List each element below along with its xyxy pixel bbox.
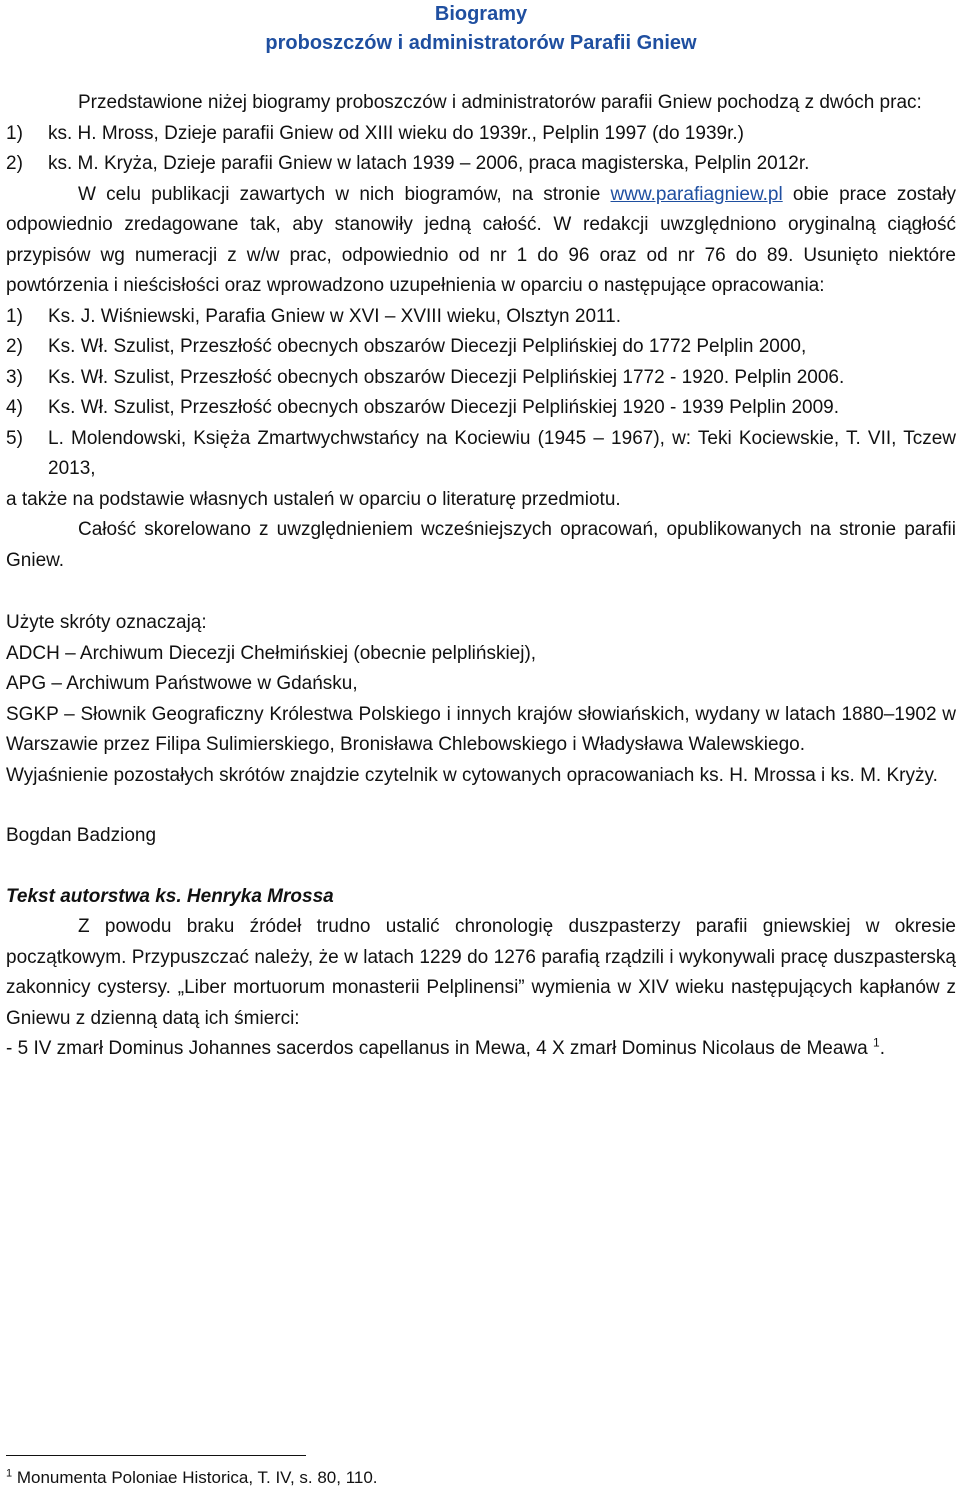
- footnote: [6, 1466, 378, 1490]
- editorial-text-after: obie prace zostały odpowiednio zredagowane tak, aby stanowiły jedną całość. W redakcji uwzględniono oryginalną ciągłość przypisów wg numeracji z w/w prac, odpowiednio od nr 1 do 96 oraz od nr 76 do 89. Usunięto niektóre powtórzenia i nieścisłości oraz wprowadzono uzupełnienia w oparciu o następujące opracowania:: [6, 183, 956, 296]
- references-list: [6, 302, 956, 485]
- list-number: 3): [6, 366, 23, 388]
- editorial-paragraph: [6, 180, 956, 302]
- section-heading: Tekst autorstwa ks. Henryka Mrossa: [6, 885, 334, 907]
- list-number: 2): [6, 336, 23, 357]
- list-text: ks. H. Mross, Dzieje parafii Gniew od XIII wieku do 1939r., Pelplin 1997 (do 1939r.): [48, 122, 744, 144]
- list-item: [6, 302, 956, 333]
- editorial-text-before: W celu publikacji zawartych w nich biogramów, na stronie: [78, 183, 611, 205]
- list-item: [6, 424, 956, 485]
- list-text: Ks. Wł. Szulist, Przeszłość obecnych obszarów Diecezji Pelplińskiej 1920 - 1939 Pelplin 2009.: [48, 397, 839, 418]
- deaths-text: - 5 IV zmarł Dominus Johannes sacerdos capellanus in Mewa, 4 X zmarł Dominus Nicolaus de Meawa: [6, 1038, 868, 1059]
- abbreviations-heading: Użyte skróty oznaczają:: [6, 612, 207, 633]
- list-text: Ks. J. Wiśniewski, Parafia Gniew w XVI – XVIII wieku, Olsztyn 2011.: [48, 305, 622, 327]
- website-link[interactable]: www.parafiagniew.pl: [610, 183, 783, 205]
- intro-paragraph: Przedstawione niżej biogramy proboszczów i administratorów parafii Gniew pochodzą z dwóch prac:: [78, 92, 922, 113]
- list-item: [6, 332, 956, 363]
- abbreviations-note: Wyjaśnienie pozostałych skrótów znajdzie czytelnik w cytowanych opracowaniach ks. H. Mrossa i ks. M. Kryży.: [6, 764, 938, 786]
- footnote-reference[interactable]: 1: [873, 1035, 880, 1050]
- sources-list: [6, 119, 956, 180]
- list-text: Ks. Wł. Szulist, Przeszłość obecnych obszarów Diecezji Pelplińskiej do 1772 Pelplin 2000,: [48, 336, 807, 357]
- footnote-number: 1: [6, 1467, 13, 1480]
- abbreviation-item: ADCH – Archiwum Diecezji Chełmińskiej (obecnie pelplińskiej),: [6, 642, 537, 664]
- page-subtitle: proboszczów i administratorów Parafii Gniew: [265, 32, 697, 54]
- list-number: 1): [6, 122, 23, 144]
- page-title: Biogramy: [434, 3, 528, 25]
- list-item: [6, 149, 956, 180]
- correlation-paragraph: Całość skorelowano z uwzględnieniem wcześniejszych opracowań, opublikowanych na stronie parafii Gniew.: [6, 519, 956, 571]
- abbreviation-item: SGKP – Słownik Geograficzny Królestwa Polskiego i innych krajów słowiańskich, wydany w latach 1880–1902 w Warszawie przez Filipa Sulimierskiego, Bronisława Chlebowskiego i Władysława Walewskiego.: [6, 703, 956, 755]
- footnote-divider: [6, 1455, 306, 1456]
- author-name: Bogdan Badziong: [6, 825, 157, 846]
- list-text: Ks. Wł. Szulist, Przeszłość obecnych obszarów Diecezji Pelplińskiej 1772 - 1920. Pelplin 2006.: [48, 366, 845, 388]
- list-item: [6, 119, 956, 150]
- list-item: [6, 393, 956, 424]
- abbreviation-item: APG – Archiwum Państwowe w Gdańsku,: [6, 673, 358, 694]
- list-text: L. Molendowski, Księża Zmartwychwstańcy na Kociewiu (1945 – 1967), w: Teki Kociewskie, T. VII, Tczew 2013,: [48, 427, 956, 479]
- list-item: [6, 363, 956, 394]
- footnote-text: Monumenta Poloniae Historica, T. IV, s. 80, 110.: [12, 1468, 378, 1487]
- list-number: 1): [6, 305, 23, 327]
- deaths-text-end: .: [879, 1038, 885, 1059]
- literature-paragraph: a także na podstawie własnych ustaleń w oparciu o literaturę przedmiotu.: [6, 488, 621, 510]
- list-text: ks. M. Kryża, Dzieje parafii Gniew w latach 1939 – 2006, praca magisterska, Pelplin 2012r.: [48, 153, 810, 174]
- list-number: 2): [6, 153, 23, 174]
- section-paragraph: Z powodu braku źródeł trudno ustalić chronologię duszpasterzy parafii gniewskiej w okresie początkowym. Przypuszczać należy, że w latach 1229 do 1276 parafią rządzili i wykonywali pracę duszpasterską zakonnicy cystersy. „Liber mortuorum monasterii Pelplinensi” wymienia w XIV wieku następujących kapłanów z Gniewu z dzienną datą ich śmierci:: [6, 916, 956, 1029]
- list-number: 5): [6, 427, 23, 449]
- document-page: [6, 0, 956, 1065]
- section-paragraph-deaths: [6, 1034, 956, 1065]
- list-number: 4): [6, 397, 23, 418]
